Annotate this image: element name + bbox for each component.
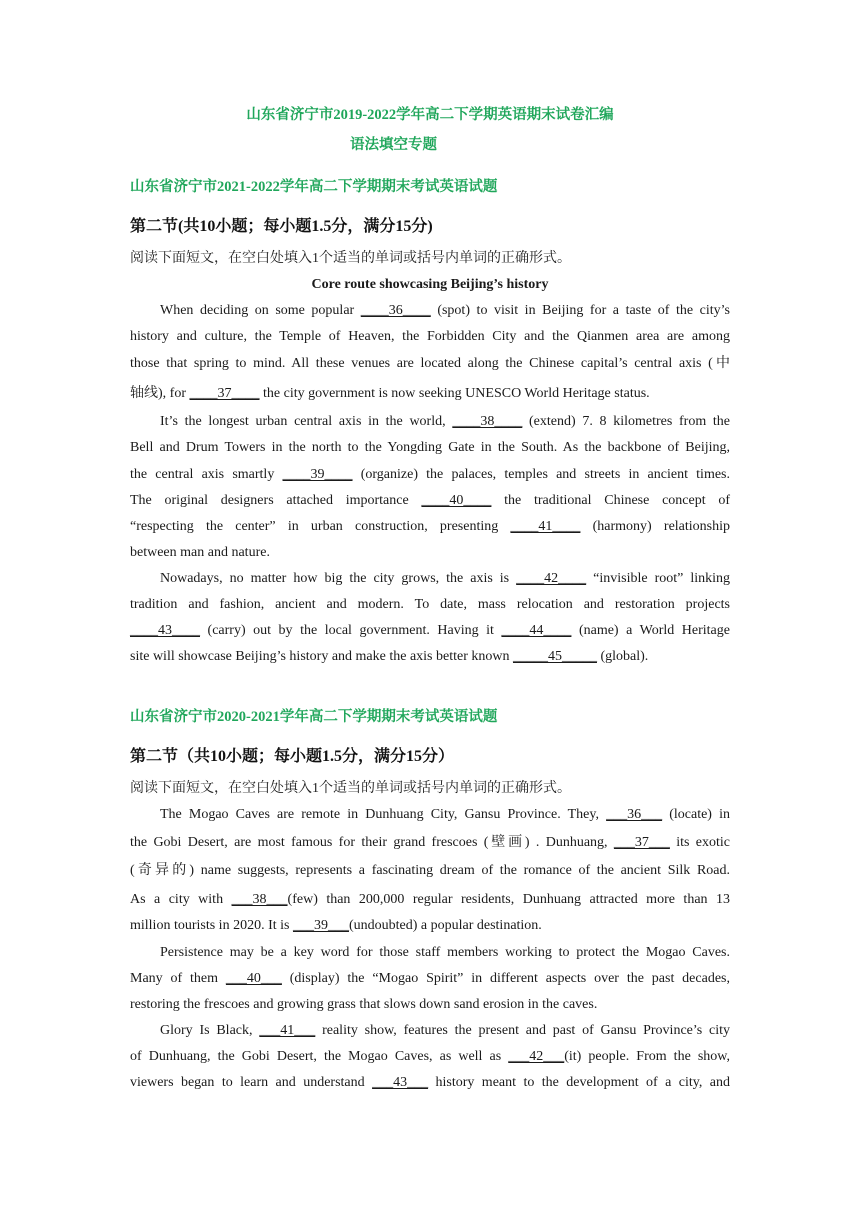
passage-text: “invisible root” linking (586, 571, 730, 586)
passage-line (130, 1022, 730, 1040)
passage-text: history meant to the development of a city, and (428, 1075, 730, 1090)
answer-blank[interactable]: ____38____ (452, 414, 523, 429)
document-title: 山东省济宁市2019-2022学年高二下学期英语期末试卷汇编 (246, 107, 614, 123)
passage-text: Nowadays, no matter how big the city grows, the axis is (160, 571, 517, 586)
passage-text: As a city with (130, 892, 232, 907)
passage-line (130, 355, 730, 373)
answer-blank[interactable]: ___41___ (259, 1023, 316, 1038)
document-subtitle: 语法填空专题 (350, 137, 437, 153)
passage-line (130, 385, 730, 403)
passage-text: million tourists in 2020. It is (130, 918, 293, 933)
passage-line (130, 648, 730, 666)
passage-line (130, 1048, 730, 1066)
instruction-1: 阅读下面短文，在空白处填入1个适当的单词或括号内单词的正确形式。 (130, 251, 571, 266)
section-heading-2: 第二节（共10小题；每小题1.5分，满分15分） (130, 748, 455, 765)
passage-line (130, 996, 730, 1014)
answer-blank[interactable]: ____43____ (130, 623, 200, 638)
answer-blank[interactable]: ____37____ (189, 386, 260, 401)
passage-text: (extend) 7. 8 kilometres from the (522, 414, 730, 429)
answer-blank[interactable]: ____42____ (516, 571, 587, 586)
exam-heading-2020-2021: 山东省济宁市2020-2021学年高二下学期期末考试英语试题 (130, 709, 498, 725)
passage-text: (undoubted) a popular destination. (348, 918, 542, 933)
passage-text: (it) people. From the show, (564, 1049, 730, 1064)
passage-line (130, 518, 730, 536)
passage-text: its exotic (669, 835, 730, 850)
passage-line (130, 302, 730, 320)
passage-text: (organize) the palaces, temples and streets in ancient times. (352, 467, 730, 482)
answer-blank[interactable]: _____45_____ (512, 649, 597, 664)
passage-line (130, 1074, 730, 1092)
answer-blank[interactable]: ____40____ (421, 493, 492, 508)
answer-blank[interactable]: ____36____ (360, 303, 431, 318)
passage-text: (harmony) relationship (580, 519, 731, 534)
passage-text: viewers began to learn and understand (130, 1075, 373, 1090)
passage-text: (few) than 200,000 regular residents, Dunhuang attracted more than 13 (287, 892, 730, 907)
passage-text: (display) the “Mogao Spirit” in different aspects over the past decades, (281, 971, 730, 986)
passage-text: (spot) to visit in Beijing for a taste of the city’s (430, 303, 731, 318)
passage-text: between man and nature. (130, 545, 270, 560)
passage-line (130, 544, 730, 562)
passage-line (130, 944, 730, 962)
passage-text: When deciding on some popular (160, 303, 361, 318)
passage-text: It’s the longest urban central axis in the world, (160, 414, 453, 429)
answer-blank[interactable]: ____44____ (501, 623, 572, 638)
passage-line (130, 466, 730, 484)
passage-text: (奇异的) name suggests, represents a fascinating dream of the romance of the ancient Silk Road. (130, 863, 730, 878)
answer-blank[interactable]: ____41____ (510, 519, 581, 534)
passage-text: (carry) out by the local government. Having it (200, 623, 502, 638)
passage-line (130, 862, 730, 880)
exam-heading-2021-2022: 山东省济宁市2021-2022学年高二下学期期末考试英语试题 (130, 179, 498, 195)
section-heading-1: 第二节(共10小题；每小题1.5分，满分15分) (130, 218, 433, 235)
passage-text: the Gobi Desert, are most famous for their grand frescoes (壁画) . Dunhuang, (130, 835, 614, 850)
answer-blank[interactable]: ___40___ (225, 971, 282, 986)
passage-text: of Dunhuang, the Gobi Desert, the Mogao Caves, as well as (130, 1049, 509, 1064)
passage-line (130, 492, 730, 510)
passage-line (130, 806, 730, 824)
passage-line (130, 413, 730, 431)
passage-text: tradition and fashion, ancient and modern. To date, mass relocation and restoration projects (130, 597, 730, 612)
passage-text: Many of them (130, 971, 226, 986)
passage-line (130, 834, 730, 852)
passage-line (130, 439, 730, 457)
passage-text: those that spring to mind. All these venues are located along the Chinese capital’s central axis (中 (130, 356, 730, 371)
answer-blank[interactable]: ___38___ (231, 892, 288, 907)
passage-text: (locate) in (662, 807, 730, 822)
passage-line (130, 596, 730, 614)
passage-line (130, 570, 730, 588)
answer-blank[interactable]: ___42___ (508, 1049, 565, 1064)
answer-blank[interactable]: ___39___ (292, 918, 349, 933)
passage-text: “respecting the center” in urban construction, presenting (130, 519, 511, 534)
passage-line (130, 917, 730, 935)
passage-text: Persistence may be a key word for those staff members working to protect the Mogao Caves. (160, 945, 730, 960)
instruction-2: 阅读下面短文，在空白处填入1个适当的单词或括号内单词的正确形式。 (130, 781, 571, 796)
passage-text: restoring the frescoes and growing grass that slows down sand erosion in the caves. (130, 997, 598, 1012)
passage-line (130, 891, 730, 909)
answer-blank[interactable]: ___36___ (606, 807, 663, 822)
answer-blank[interactable]: ____39____ (282, 467, 353, 482)
passage-text: site will showcase Beijing’s history and make the axis better known (130, 649, 513, 664)
passage-title: Core route showcasing Beijing’s history (311, 277, 549, 292)
passage-text: Glory Is Black, (160, 1023, 260, 1038)
passage-line (130, 622, 730, 640)
passage-text: (name) a World Heritage (571, 623, 730, 638)
passage-text: The Mogao Caves are remote in Dunhuang City, Gansu Province. They, (160, 807, 607, 822)
answer-blank[interactable]: ___43___ (372, 1075, 429, 1090)
passage-text: the central axis smartly (130, 467, 283, 482)
passage-text: history and culture, the Temple of Heaven, the Forbidden City and the Qianmen area are among (130, 329, 730, 344)
passage-text: the city government is now seeking UNESCO World Heritage status. (259, 386, 650, 401)
passage-line (130, 328, 730, 346)
passage-text: 轴线), for (130, 386, 190, 401)
answer-blank[interactable]: ___37___ (613, 835, 670, 850)
passage-text: reality show, features the present and past of Gansu Province’s city (315, 1023, 730, 1038)
passage-line (130, 970, 730, 988)
passage-text: (global). (596, 649, 649, 664)
passage-text: Bell and Drum Towers in the north to the Yongding Gate in the South. As the backbone of Beijing, (130, 440, 730, 455)
passage-text: the traditional Chinese concept of (491, 493, 730, 508)
passage-text: The original designers attached importance (130, 493, 422, 508)
